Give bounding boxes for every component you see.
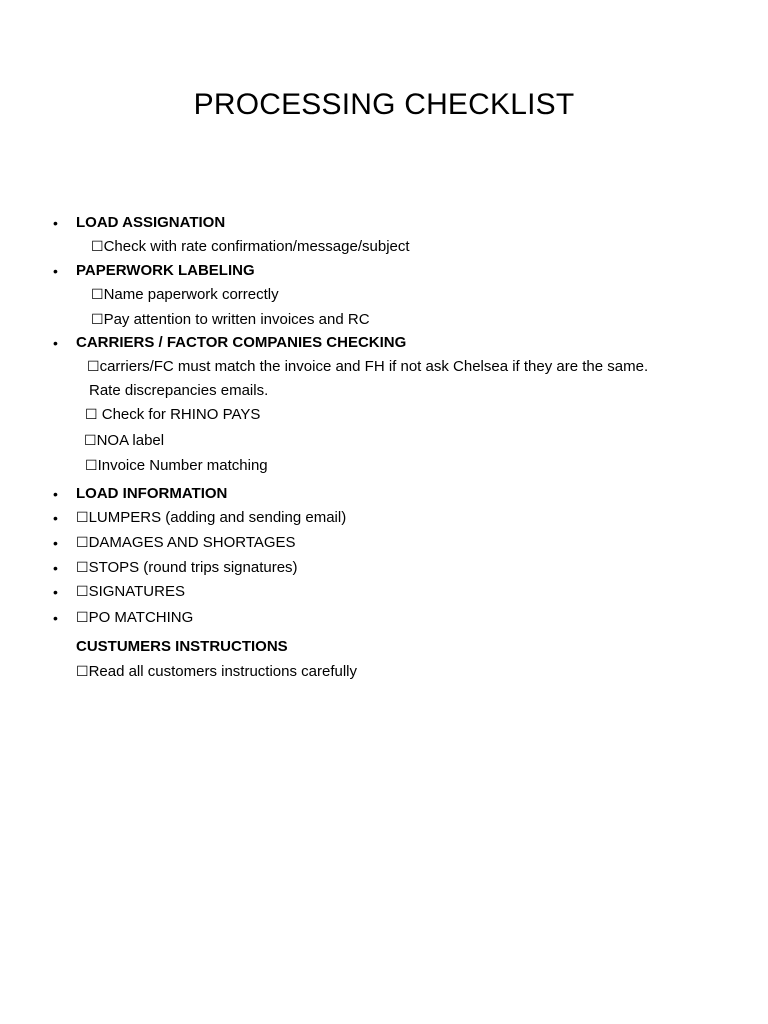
bullet: •: [53, 510, 58, 526]
checklist-item-label: Pay attention to written invoices and RC: [103, 311, 370, 328]
checklist-item-label: NOA label: [96, 432, 165, 449]
bullet: •: [53, 560, 58, 576]
checklist-item: [76, 508, 346, 528]
checklist-item-continuation: Rate discrepancies emails.: [89, 382, 269, 399]
bullet: •: [53, 215, 58, 231]
checklist-item: [76, 533, 296, 553]
bullet: •: [53, 263, 58, 279]
checklist-item: [91, 310, 370, 330]
checkbox-icon[interactable]: ☐: [76, 584, 89, 600]
checkbox-icon[interactable]: ☐: [85, 407, 98, 423]
checkbox-icon[interactable]: ☐: [76, 510, 89, 526]
bullet: •: [53, 486, 58, 502]
section-heading-load-information: LOAD INFORMATION: [76, 485, 228, 502]
checkbox-icon[interactable]: ☐: [91, 312, 104, 328]
checklist-item: [76, 558, 298, 578]
checklist-item-label: LUMPERS (adding and sending email): [88, 509, 347, 526]
checklist-item: [76, 582, 185, 602]
page-title: PROCESSING CHECKLIST: [193, 88, 575, 121]
checkbox-icon[interactable]: ☐: [87, 359, 100, 375]
bullet: •: [53, 610, 58, 626]
checklist-item: [85, 456, 268, 476]
checklist-item-label: carriers/FC must match the invoice and FH if not ask Chelsea if they are the same.: [99, 358, 649, 375]
bullet: •: [53, 535, 58, 551]
checklist-item-label: SIGNATURES: [88, 583, 185, 600]
section-heading-carriers-checking: CARRIERS / FACTOR COMPANIES CHECKING: [76, 334, 407, 351]
checkbox-icon[interactable]: ☐: [91, 239, 104, 255]
checklist-item-label: DAMAGES AND SHORTAGES: [88, 534, 296, 551]
checklist-item-label: Name paperwork correctly: [103, 286, 279, 303]
checklist-item-label: STOPS (round trips signatures): [88, 559, 298, 576]
checklist-item-label: Invoice Number matching: [97, 457, 268, 474]
checklist-item: [91, 237, 410, 257]
checklist-item: [76, 662, 357, 682]
checkbox-icon[interactable]: ☐: [91, 287, 104, 303]
checkbox-icon[interactable]: ☐: [85, 458, 98, 474]
section-heading-paperwork-labeling: PAPERWORK LABELING: [76, 262, 255, 279]
checklist-item-label: PO MATCHING: [88, 609, 194, 626]
checklist-item: [87, 357, 648, 377]
section-heading-load-assignation: LOAD ASSIGNATION: [76, 214, 226, 231]
checkbox-icon[interactable]: ☐: [76, 610, 89, 626]
checklist-item: [84, 431, 164, 451]
checklist-item: [91, 285, 279, 305]
checkbox-icon[interactable]: ☐: [76, 535, 89, 551]
checklist-item: [76, 608, 193, 628]
checkbox-icon[interactable]: ☐: [76, 664, 89, 680]
bullet: •: [53, 584, 58, 600]
checkbox-icon[interactable]: ☐: [76, 560, 89, 576]
bullet: •: [53, 335, 58, 351]
checklist-item-label: Read all customers instructions carefully: [88, 663, 358, 680]
checkbox-icon[interactable]: ☐: [84, 433, 97, 449]
checklist-item: [85, 405, 260, 425]
checklist-item-label: Check with rate confirmation/message/subject: [103, 238, 410, 255]
checklist-item-label: Check for RHINO PAYS: [97, 406, 261, 423]
section-heading-customers-instructions: CUSTUMERS INSTRUCTIONS: [76, 638, 288, 655]
